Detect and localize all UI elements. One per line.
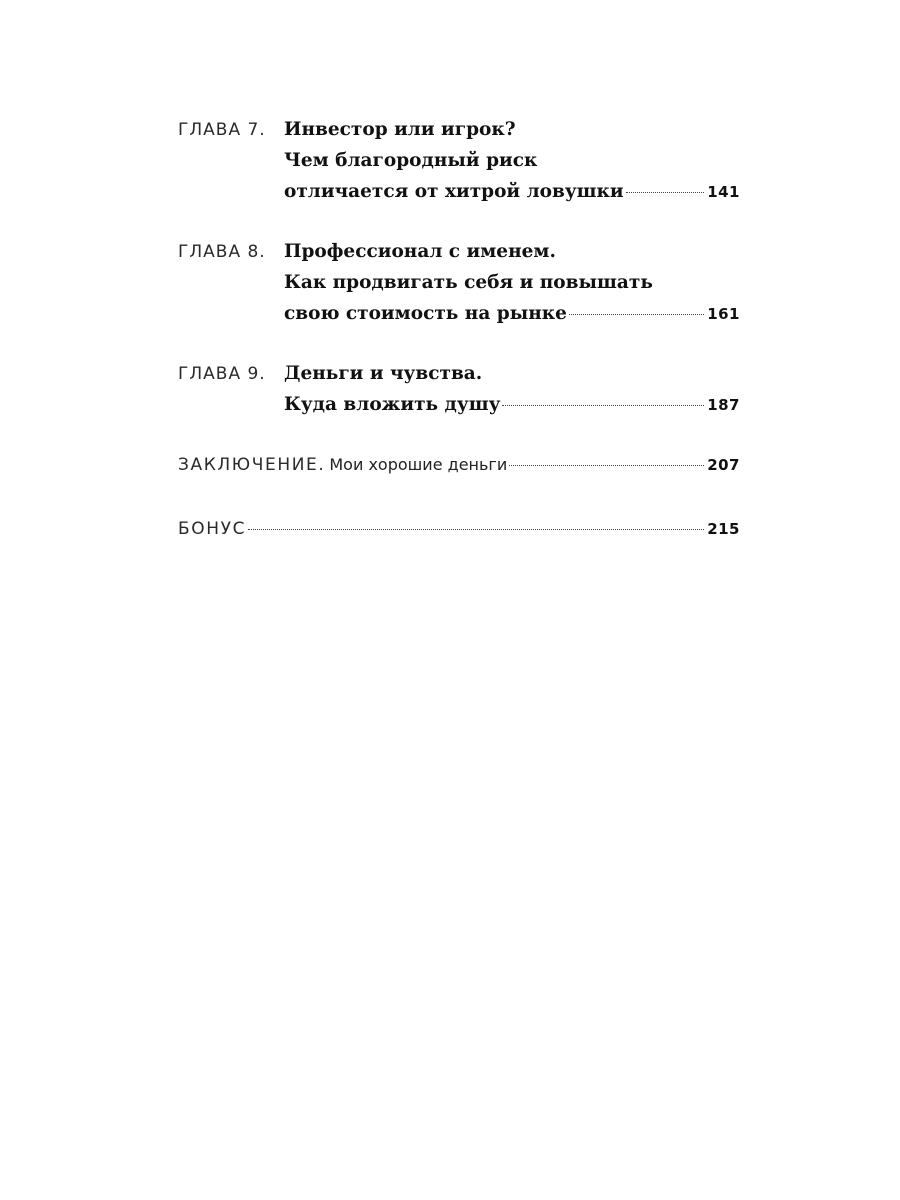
chapter-label: ГЛАВА 7. [178,120,266,140]
page-number: 141 [707,183,740,201]
chapter-title-block [284,358,740,421]
chapter-title-line: Профессионал с именем. [284,241,556,262]
page-number: 161 [707,305,740,323]
chapter-title-line: Как продвигать себя и повышать [284,272,653,293]
chapter-title-line: отличается от хитрой ловушки [284,181,624,202]
chapter-title-last-line [284,389,740,421]
chapter-title-line: Деньги и чувства. [284,363,483,384]
conclusion-label: ЗАКЛЮЧЕНИЕ. [178,455,326,475]
chapter-title-line: Куда вложить душу [284,394,501,415]
toc-entry-chapter-8[interactable] [178,236,740,330]
table-of-contents [178,114,740,545]
dot-leader [248,529,704,530]
toc-entry-chapter-9[interactable] [178,358,740,421]
chapter-label: ГЛАВА 8. [178,242,266,262]
toc-entry-chapter-7[interactable] [178,114,740,208]
chapter-title-last-line [284,298,740,330]
toc-entry-bonus[interactable] [178,513,740,545]
dot-leader [626,192,705,193]
chapter-title-line: Инвестор или игрок? [284,119,516,140]
dot-leader [509,465,704,466]
chapter-label: ГЛАВА 9. [178,364,266,384]
dot-leader [569,314,704,315]
page-number: 215 [707,520,740,538]
page-number: 207 [707,456,740,474]
chapter-title-block [284,236,740,330]
dot-leader [502,405,704,406]
chapter-title-last-line [284,176,740,208]
toc-entry-conclusion[interactable] [178,449,740,481]
chapter-title-line: свою стоимость на рынке [284,303,567,324]
conclusion-title: Мои хорошие деньги [329,455,508,474]
page-number: 187 [707,396,740,414]
chapter-title-line: Чем благородный риск [284,150,538,171]
chapter-title-block [284,114,740,208]
bonus-label: БОНУС [178,519,247,539]
